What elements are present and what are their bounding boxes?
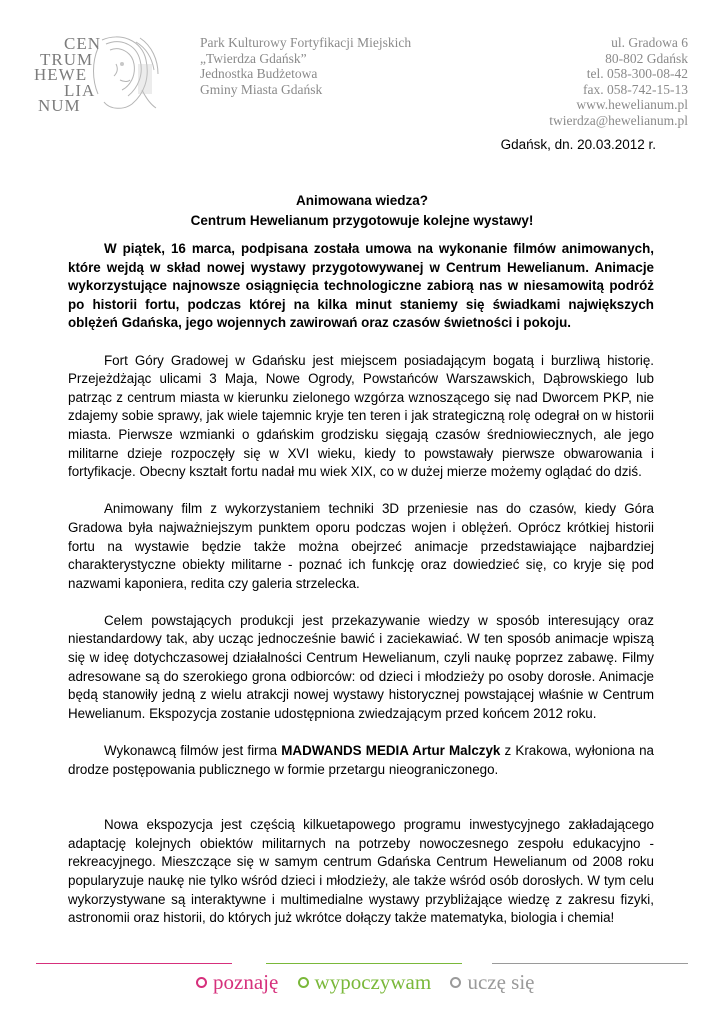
logo-line: CEN: [64, 34, 101, 53]
document-date: Gdańsk, dn. 20.03.2012 r.: [500, 137, 656, 152]
letterhead-line: Park Kulturowy Fortyfikacji Miejskich: [200, 35, 412, 50]
body-paragraph: Fort Góry Gradowej w Gdańsku jest miejscem posiadającym bogatą i burzliwą historię. Przejeżdżając ulicami 3 Maja, Nowe Ogrody, Powstańców Warszawskich, Dąbrowskiego lub patrząc z centrum miasta w kierunku zielonego wzgórza wznoszącego się nad Dworcem PKP, nie zdajemy sobie sprawy, jak wiele tajemnic kryje ten teren i jak strategiczną rolę odegrał on w historii miasta. Pierwsze wzmianki o gdańskim grodzisku sięgają czasów średniowiecznych, ale jego militarne dzieje rozpoczęły się w XVI wieku, kiedy to powstawały pierwsze obwarowania i fortyfikacje. Obecny kształt fortu nadał mu wiek XIX, co w dużej mierze możemy oglądać do dziś.: [68, 352, 654, 480]
logo-line: NUM: [38, 96, 81, 115]
slogan-item: [450, 970, 534, 995]
address-street: ul. Gradowa 6: [611, 35, 688, 50]
letterhead-line: „Twierdza Gdańsk”: [200, 50, 307, 66]
hewelianum-logo: [28, 34, 160, 118]
slogan-item: [196, 970, 278, 995]
slogan-item: [298, 970, 432, 995]
divider-gray: [492, 963, 688, 964]
logo-line: LIA: [64, 80, 96, 100]
phone-number: tel. 058-300-08-42: [586, 66, 688, 81]
letterhead-organization: [200, 35, 411, 97]
divider-green: [266, 963, 462, 964]
body-paragraph: [68, 742, 654, 779]
circle-bullet-icon: [298, 977, 309, 988]
document-title: [0, 191, 724, 231]
slogan-label: wypoczywam: [314, 970, 432, 994]
logo-wordmark: [34, 36, 101, 114]
logo-line: TRUM: [40, 49, 94, 69]
circle-bullet-icon: [196, 977, 207, 988]
letterhead-contact: [549, 35, 688, 128]
title-line-2: Centrum Hewelianum przygotowuje kolejne wystawy!: [190, 213, 534, 228]
footer-slogan: [196, 969, 548, 995]
contractor-name: MADWANDS MEDIA Artur Malczyk: [281, 743, 501, 759]
document-body: [68, 240, 654, 946]
body-paragraph: Animowany film z wykorzystaniem techniki 3D przeniesie nas do czasów, kiedy Góra Gradowa była najważniejszym punktem oporu podczas wojen i oblężeń. Oprócz krótkiej historii fortu na wystawie będzie także można obejrzeć animacje przedstawiające najbardziej charakterystyczne obiekty militarne - poznać ich funkcję oraz dowiedzieć się, co kryje się pod nazwami kaponiera, redita czy galeria strzelecka.: [68, 501, 654, 591]
slogan-label: uczę się: [467, 970, 535, 994]
body-paragraph: Celem powstających produkcji jest przekazywanie wiedzy w sposób interesujący oraz niestandardowy tak, aby ucząc jednocześnie bawić i zaciekawiać. W ten sposób animacje wpiszą się w ideę dotychczasowej działalności Centrum Hewelianum, czyli naukę poprzez zabawę. Filmy adresowane są do szerokiego grona odbiorców: od dzieci i młodzieży po osoby dorosłe. Animacje będą stanowiły jedną z wielu atrakcji nowej wystawy historycznej powstającej właśnie w Centrum Hewelianum. Ekspozycja zostanie udostępniona zwiedzającym przed końcem 2012 roku.: [68, 612, 654, 721]
letterhead-line: Jednostka Budżetowa: [200, 66, 318, 81]
lead-paragraph: W piątek, 16 marca, podpisana została umowa na wykonanie filmów animowanych, które wejdą w skład nowej wystawy przygotowywanej w Centrum Hewelianum. Animacje wykorzystujące najnowsze osiągnięcia technologiczne zabiorą nas w niesamowitą podróż po historii fortu, podczas której na kilka minut staniemy się świadkami największych oblężeń Gdańska, jego wojennych zawirowań oraz czasów świetności i pokoju.: [68, 241, 654, 331]
letterhead-line: Gminy Miasta Gdańsk: [200, 81, 323, 97]
email-link[interactable]: twierdza@hewelianum.pl: [549, 112, 688, 128]
body-paragraph: Nowa ekspozycja jest częścią kilkuetapowego programu inwestycyjnego zakładającego adaptację kolejnych obiektów militarnych na potrzeby nowoczesnego zespołu edukacyjno - rekreacyjnego. Mieszczące się w samym centrum Gdańska Centrum Hewelianum od 2008 roku popularyzuje naukę nie tylko wśród dzieci i młodzieży, ale także wśród osób dorosłych. W tym celu wykorzystywane są interaktywne i multimedialne wystawy przybliżające wiedzę z zakresu fizyki, astronomii oraz historii, do których już wkrótce dołączy także matematyka, biologia i chemia!: [68, 817, 654, 926]
title-line-1: Animowana wiedza?: [295, 193, 429, 208]
contractor-rest: z Krakowa, wyłoniona na drodze postępowania publicznego w formie przetargu nieograniczonego.: [68, 743, 655, 777]
slogan-label: poznaję: [213, 970, 279, 994]
logo-line: HEWE: [34, 65, 88, 84]
fax-number: fax. 058-742-15-13: [583, 81, 688, 97]
address-city: 80-802 Gdańsk: [605, 50, 688, 66]
divider-pink: [36, 963, 232, 964]
footer-divider: [36, 963, 688, 965]
website-link[interactable]: www.hewelianum.pl: [576, 97, 688, 112]
contractor-intro: Wykonawcą filmów jest firma: [104, 743, 282, 759]
circle-bullet-icon: [450, 977, 461, 988]
